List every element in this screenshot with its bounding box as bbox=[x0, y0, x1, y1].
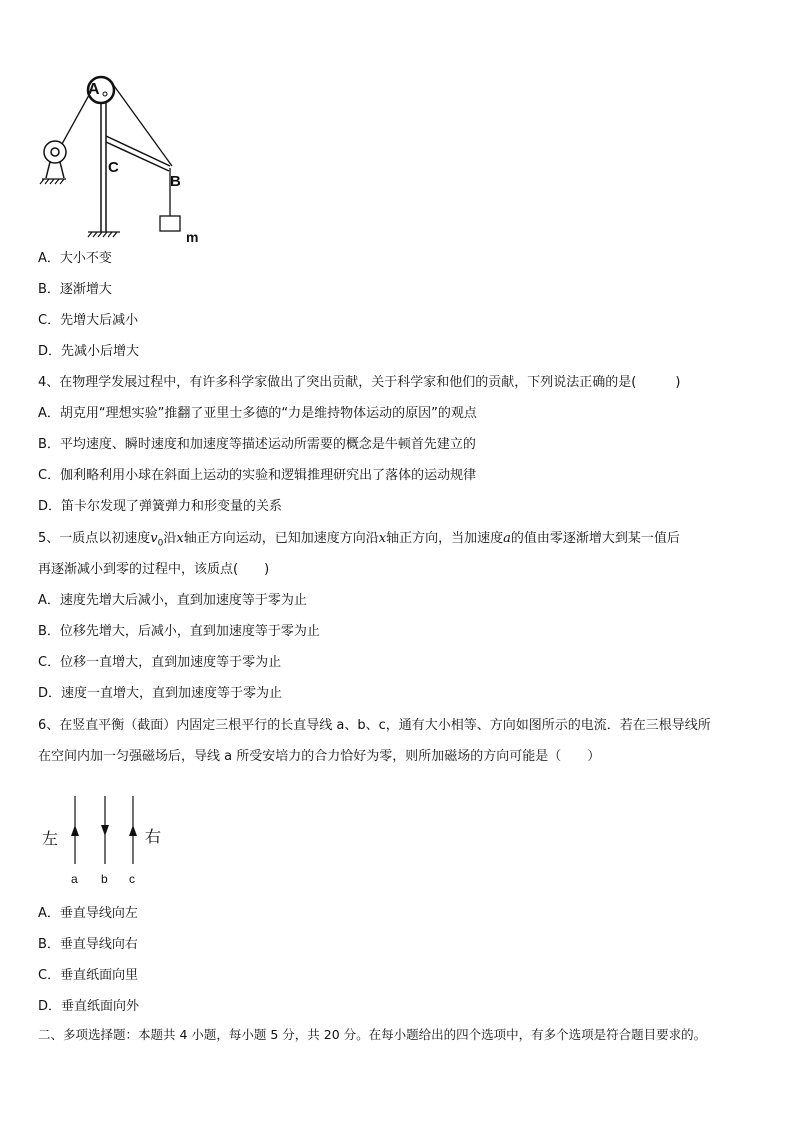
q5-stem-line1 bbox=[38, 530, 680, 553]
q6-stem-line1: 6、在竖直平衡（截面）内固定三根平行的长直导线 a、b、c，通有大小相等、方向如图所示的电流．若在三根导线所 bbox=[38, 718, 711, 733]
q4-option-d[interactable]: D．笛卡尔发现了弹簧弹力和形变量的关系 bbox=[38, 499, 283, 514]
wire-a-label: a bbox=[71, 872, 78, 886]
wire-b-arrow-down-icon bbox=[101, 825, 109, 836]
q6-option-d[interactable]: D．垂直纸面向外 bbox=[38, 999, 140, 1014]
q5-option-c[interactable]: C．位移一直增大，直到加速度等于零为止 bbox=[38, 655, 282, 670]
q5-option-b[interactable]: B．位移先增大，后减小，直到加速度等于零为止 bbox=[38, 624, 320, 639]
q5-option-a[interactable]: A．速度先增大后减小，直到加速度等于零为止 bbox=[38, 593, 307, 608]
section-2-heading: 二、多项选择题：本题共 4 小题，每小题 5 分，共 20 分。在每小题给出的四个选项中，有多个选项是符合题目要求的。 bbox=[38, 1027, 707, 1042]
q6-option-b[interactable]: B．垂直导线向右 bbox=[38, 937, 138, 952]
wire-c-label: c bbox=[129, 872, 135, 886]
q5-stem-e: 的值由零逐渐增大到某一值后 bbox=[510, 531, 680, 546]
wires-diagram bbox=[38, 792, 178, 892]
pole-ground-hatch bbox=[88, 232, 120, 237]
q5-stem-d: 轴正方向，当加速度 bbox=[386, 531, 504, 546]
label-m: m bbox=[186, 229, 199, 244]
q5-stem-c: 轴正方向运动，已知加速度方向沿 bbox=[183, 531, 379, 546]
mass-block bbox=[160, 216, 180, 231]
label-c: C bbox=[108, 159, 119, 176]
q5-x2: x bbox=[378, 531, 387, 546]
q4-option-b[interactable]: B．平均速度、瞬时速度和加速度等描述运动所需要的概念是牛顿首先建立的 bbox=[38, 437, 476, 452]
q3-option-c[interactable]: C．先增大后减小 bbox=[38, 313, 139, 328]
q5-v0-sub: 0 bbox=[157, 538, 164, 549]
winch-ground-hatch bbox=[40, 179, 66, 184]
q5-option-d[interactable]: D．速度一直增大，直到加速度等于零为止 bbox=[38, 686, 283, 701]
wire-a-arrow-up-icon bbox=[71, 825, 79, 836]
pulley-crane-diagram bbox=[38, 74, 208, 244]
wires-left-label: 左 bbox=[42, 829, 59, 848]
label-a: A bbox=[88, 81, 100, 98]
label-b: B bbox=[170, 173, 181, 190]
q4-option-c[interactable]: C．伽利略利用小球在斜面上运动的实验和逻辑推理研究出了落体的运动规律 bbox=[38, 468, 477, 483]
q4-option-a[interactable]: A．胡克用“理想实验”推翻了亚里士多德的“力是维持物体运动的原因”的观点 bbox=[38, 406, 477, 421]
q5-stem-line2: 再逐渐减小到零的过程中，该质点( ) bbox=[38, 562, 270, 577]
wire-b-label: b bbox=[101, 872, 108, 886]
q3-option-b[interactable]: B．逐渐增大 bbox=[38, 282, 112, 297]
wires-figure bbox=[38, 792, 178, 892]
q4-stem: 4、在物理学发展过程中，有许多科学家做出了突出贡献，关于科学家和他们的贡献，下列说法正确的是( ) bbox=[38, 375, 681, 390]
q6-stem-line2: 在空间内加一匀强磁场后，导线 a 所受安培力的合力恰好为零，则所加磁场的方向可能是（ ） bbox=[38, 749, 601, 764]
q5-v0: v bbox=[150, 531, 158, 546]
vertical-pole bbox=[101, 94, 106, 232]
q5-x1: x bbox=[176, 531, 184, 546]
q3-option-a[interactable]: A．大小不变 bbox=[38, 251, 112, 266]
q5-stem-b: 沿 bbox=[163, 531, 177, 546]
wires-right-label: 右 bbox=[145, 827, 162, 846]
q6-option-c[interactable]: C．垂直纸面向里 bbox=[38, 968, 139, 983]
q3-option-d[interactable]: D．先减小后增大 bbox=[38, 344, 140, 359]
winch-icon bbox=[44, 141, 66, 178]
wire-c-arrow-up-icon bbox=[129, 825, 137, 836]
q5-stem-a: 5、一质点以初速度 bbox=[38, 531, 151, 546]
q5-a: a bbox=[503, 531, 511, 546]
pulley-crane-figure bbox=[38, 74, 208, 244]
q6-option-a[interactable]: A．垂直导线向左 bbox=[38, 906, 138, 921]
